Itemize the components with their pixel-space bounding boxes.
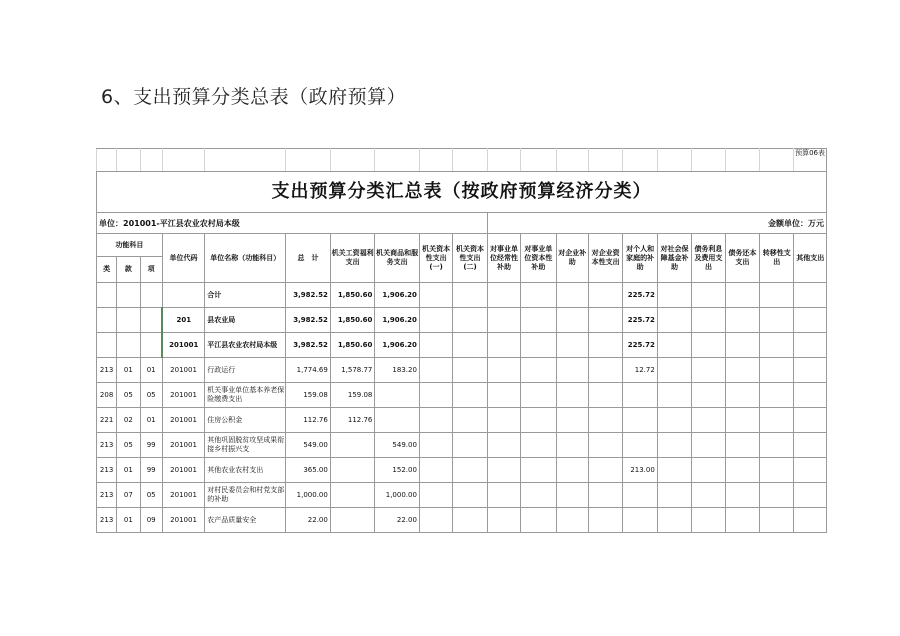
cell-c5 xyxy=(487,458,520,483)
header-c2: 机关商品和服务支出 xyxy=(375,234,420,283)
cell-c13 xyxy=(760,483,794,508)
header-func-subject: 功能科目 xyxy=(97,234,163,257)
cell-c9 xyxy=(623,483,657,508)
cell-c11 xyxy=(692,458,725,483)
cell-name: 平江县农业农村局本级 xyxy=(205,333,286,358)
cell-kuan: 01 xyxy=(117,458,140,483)
cell-kuan xyxy=(117,308,140,333)
table-row xyxy=(97,358,827,383)
cell-c7 xyxy=(556,383,588,408)
cell-c13 xyxy=(760,358,794,383)
cell-total: 1,774.69 xyxy=(286,358,331,383)
header-cat: 类 xyxy=(97,257,117,283)
cell-c10 xyxy=(657,408,691,433)
header-kuan: 款 xyxy=(117,257,140,283)
cell-total: 159.08 xyxy=(286,383,331,408)
cell-c1: 159.08 xyxy=(330,383,375,408)
cell-c2: 1,906.20 xyxy=(375,333,420,358)
cell-code: 201001 xyxy=(162,358,205,383)
cell-c12 xyxy=(725,383,759,408)
cell-code: 201001 xyxy=(162,483,205,508)
cell-c13 xyxy=(760,308,794,333)
cell-total: 1,000.00 xyxy=(286,483,331,508)
header-c6: 对事业单位资本性补助 xyxy=(521,234,556,283)
cell-c3 xyxy=(419,508,452,533)
cell-xiang: 01 xyxy=(140,358,162,383)
cell-total: 112.76 xyxy=(286,408,331,433)
page-number-label: 预算06表 xyxy=(794,149,827,172)
cell-c1 xyxy=(330,483,375,508)
header-c7: 对企业补助 xyxy=(556,234,588,283)
cell-c5 xyxy=(487,308,520,333)
cell-c3 xyxy=(419,383,452,408)
header-c4: 机关资本性支出(二) xyxy=(453,234,487,283)
cell-c10 xyxy=(657,508,691,533)
cell-c8 xyxy=(588,508,622,533)
cell-c9 xyxy=(623,433,657,458)
header-c8: 对企业资本性支出 xyxy=(588,234,622,283)
cell-c2 xyxy=(375,383,420,408)
cell-c9: 225.72 xyxy=(623,283,657,308)
cell-c2: 152.00 xyxy=(375,458,420,483)
cell-c2: 1,906.20 xyxy=(375,283,420,308)
cell-c3 xyxy=(419,333,452,358)
cell-code: 201001 xyxy=(162,408,205,433)
cell-c4 xyxy=(453,483,487,508)
cell-c12 xyxy=(725,308,759,333)
cell-c7 xyxy=(556,358,588,383)
header-c13: 转移性支出 xyxy=(760,234,794,283)
cell-kuan: 05 xyxy=(117,383,140,408)
cell-c11 xyxy=(692,333,725,358)
money-unit-label: 金额单位：万元 xyxy=(487,213,826,234)
cell-code: 201001 xyxy=(162,383,205,408)
cell-c13 xyxy=(760,408,794,433)
cell-c3 xyxy=(419,358,452,383)
cell-cat: 213 xyxy=(97,433,117,458)
table-row xyxy=(97,333,827,358)
cell-kuan xyxy=(117,283,140,308)
cell-c7 xyxy=(556,458,588,483)
cell-c7 xyxy=(556,433,588,458)
cell-c4 xyxy=(453,383,487,408)
cell-c9: 225.72 xyxy=(623,333,657,358)
cell-c6 xyxy=(521,408,556,433)
cell-c1: 1,578.77 xyxy=(330,358,375,383)
cell-c5 xyxy=(487,358,520,383)
cell-c9 xyxy=(623,383,657,408)
cell-c4 xyxy=(453,408,487,433)
cell-c5 xyxy=(487,433,520,458)
table-row xyxy=(97,458,827,483)
cell-name: 合计 xyxy=(205,283,286,308)
cell-c3 xyxy=(419,433,452,458)
cell-c6 xyxy=(521,358,556,383)
cell-c4 xyxy=(453,508,487,533)
cell-code xyxy=(162,283,205,308)
cell-c14 xyxy=(794,508,827,533)
cell-c8 xyxy=(588,483,622,508)
cell-total: 365.00 xyxy=(286,458,331,483)
cell-c12 xyxy=(725,508,759,533)
cell-c14 xyxy=(794,408,827,433)
cell-c9 xyxy=(623,508,657,533)
cell-c11 xyxy=(692,483,725,508)
cell-c6 xyxy=(521,483,556,508)
cell-c14 xyxy=(794,458,827,483)
cell-xiang xyxy=(140,283,162,308)
header-c10: 对社会保障基金补助 xyxy=(657,234,691,283)
header-c1: 机关工资福利支出 xyxy=(330,234,375,283)
table-row xyxy=(97,483,827,508)
cell-c6 xyxy=(521,333,556,358)
cell-xiang xyxy=(140,333,162,358)
table-row xyxy=(97,308,827,333)
cell-c11 xyxy=(692,383,725,408)
cell-c5 xyxy=(487,408,520,433)
cell-c9: 12.72 xyxy=(623,358,657,383)
cell-c1 xyxy=(330,458,375,483)
cell-c8 xyxy=(588,408,622,433)
cell-name: 住房公积金 xyxy=(205,408,286,433)
cell-c4 xyxy=(453,283,487,308)
header-c14: 其他支出 xyxy=(794,234,827,283)
cell-c2: 1,000.00 xyxy=(375,483,420,508)
cell-c2: 183.20 xyxy=(375,358,420,383)
cell-c13 xyxy=(760,383,794,408)
cell-name: 对村民委员会和村党支部的补助 xyxy=(205,483,286,508)
header-total: 总 计 xyxy=(286,234,331,283)
cell-xiang: 05 xyxy=(140,383,162,408)
cell-c8 xyxy=(588,283,622,308)
cell-c3 xyxy=(419,483,452,508)
cell-c1 xyxy=(330,508,375,533)
cell-c5 xyxy=(487,383,520,408)
cell-xiang: 09 xyxy=(140,508,162,533)
cell-c2: 549.00 xyxy=(375,433,420,458)
cell-c6 xyxy=(521,508,556,533)
cell-c8 xyxy=(588,458,622,483)
cell-cat: 213 xyxy=(97,508,117,533)
cell-c1: 1,850.60 xyxy=(330,283,375,308)
cell-c8 xyxy=(588,333,622,358)
cell-cat xyxy=(97,333,117,358)
header-c12: 债务还本支出 xyxy=(725,234,759,283)
header-c9: 对个人和家庭的补助 xyxy=(623,234,657,283)
table-row xyxy=(97,408,827,433)
cell-name: 其他农业农村支出 xyxy=(205,458,286,483)
cell-code: 201001 xyxy=(162,508,205,533)
cell-c11 xyxy=(692,308,725,333)
table-row xyxy=(97,508,827,533)
cell-c6 xyxy=(521,308,556,333)
table-body xyxy=(97,283,827,533)
cell-c11 xyxy=(692,358,725,383)
cell-c10 xyxy=(657,333,691,358)
cell-xiang: 05 xyxy=(140,483,162,508)
cell-total: 3,982.52 xyxy=(286,333,331,358)
cell-c7 xyxy=(556,508,588,533)
cell-xiang: 99 xyxy=(140,458,162,483)
cell-c6 xyxy=(521,283,556,308)
cell-kuan: 05 xyxy=(117,433,140,458)
cell-c1 xyxy=(330,433,375,458)
header-unit-name: 单位名称（功能科目） xyxy=(205,234,286,283)
cell-c8 xyxy=(588,383,622,408)
cell-total: 3,982.52 xyxy=(286,308,331,333)
table-row xyxy=(97,283,827,308)
header-c5: 对事业单位经常性补助 xyxy=(487,234,520,283)
header-c3: 机关资本性支出(一) xyxy=(419,234,452,283)
cell-cat: 213 xyxy=(97,358,117,383)
cell-name: 机关事业单位基本养老保险缴费支出 xyxy=(205,383,286,408)
cell-c14 xyxy=(794,308,827,333)
cell-c13 xyxy=(760,508,794,533)
cell-name: 其他巩固脱贫攻坚成果衔接乡村振兴支 xyxy=(205,433,286,458)
cell-c6 xyxy=(521,383,556,408)
cell-c4 xyxy=(453,308,487,333)
cell-c7 xyxy=(556,283,588,308)
cell-c1: 1,850.60 xyxy=(330,308,375,333)
cell-c4 xyxy=(453,458,487,483)
table-row xyxy=(97,383,827,408)
cell-c10 xyxy=(657,483,691,508)
cell-c13 xyxy=(760,283,794,308)
cell-c12 xyxy=(725,358,759,383)
header-unit-code: 单位代码 xyxy=(162,234,205,283)
header-c11: 债务利息及费用支出 xyxy=(692,234,725,283)
page-heading: 6、支出预算分类总表（政府预算） xyxy=(101,86,407,108)
cell-c4 xyxy=(453,433,487,458)
sheet-title: 支出预算分类汇总表（按政府预算经济分类） xyxy=(97,172,827,213)
cell-c10 xyxy=(657,283,691,308)
cell-xiang: 01 xyxy=(140,408,162,433)
cell-xiang: 99 xyxy=(140,433,162,458)
cell-c10 xyxy=(657,383,691,408)
cell-c1: 112.76 xyxy=(330,408,375,433)
cell-c7 xyxy=(556,483,588,508)
cell-c5 xyxy=(487,483,520,508)
cell-c7 xyxy=(556,333,588,358)
cell-cat: 213 xyxy=(97,458,117,483)
cell-c8 xyxy=(588,358,622,383)
cell-c8 xyxy=(588,433,622,458)
cell-c8 xyxy=(588,308,622,333)
cell-c6 xyxy=(521,433,556,458)
cell-c13 xyxy=(760,458,794,483)
cell-c4 xyxy=(453,333,487,358)
cell-c9: 213.00 xyxy=(623,458,657,483)
cell-c11 xyxy=(692,283,725,308)
cell-c2: 1,906.20 xyxy=(375,308,420,333)
cell-c3 xyxy=(419,458,452,483)
cell-cat xyxy=(97,308,117,333)
cell-c3 xyxy=(419,308,452,333)
cell-c6 xyxy=(521,458,556,483)
cell-cat: 213 xyxy=(97,483,117,508)
cell-c14 xyxy=(794,383,827,408)
cell-name: 行政运行 xyxy=(205,358,286,383)
cell-c1: 1,850.60 xyxy=(330,333,375,358)
cell-c10 xyxy=(657,433,691,458)
cell-c12 xyxy=(725,283,759,308)
cell-c12 xyxy=(725,333,759,358)
cell-c7 xyxy=(556,308,588,333)
budget-sheet xyxy=(96,148,827,550)
cell-code: 201001 xyxy=(162,458,205,483)
cell-c9 xyxy=(623,408,657,433)
cell-total: 549.00 xyxy=(286,433,331,458)
cell-name: 农产品质量安全 xyxy=(205,508,286,533)
cell-total: 3,982.52 xyxy=(286,283,331,308)
cell-code: 201001 xyxy=(162,333,205,358)
cell-kuan: 01 xyxy=(117,358,140,383)
cell-cat xyxy=(97,283,117,308)
cell-c12 xyxy=(725,458,759,483)
cell-cat: 208 xyxy=(97,383,117,408)
unit-label: 单位：201001-平江县农业农村局本级 xyxy=(97,213,488,234)
cell-xiang xyxy=(140,308,162,333)
cell-code: 201001 xyxy=(162,433,205,458)
cell-c13 xyxy=(760,333,794,358)
cell-c4 xyxy=(453,358,487,383)
cell-c10 xyxy=(657,458,691,483)
cell-c14 xyxy=(794,333,827,358)
cell-c2: 22.00 xyxy=(375,508,420,533)
table-row xyxy=(97,433,827,458)
cell-c5 xyxy=(487,333,520,358)
cell-c11 xyxy=(692,433,725,458)
cell-kuan: 07 xyxy=(117,483,140,508)
cell-total: 22.00 xyxy=(286,508,331,533)
cell-c5 xyxy=(487,508,520,533)
cell-kuan xyxy=(117,333,140,358)
budget-table xyxy=(96,148,827,533)
cell-c7 xyxy=(556,408,588,433)
header-xiang: 项 xyxy=(140,257,162,283)
cell-c5 xyxy=(487,283,520,308)
cell-c14 xyxy=(794,483,827,508)
cell-kuan: 02 xyxy=(117,408,140,433)
cell-c11 xyxy=(692,508,725,533)
cell-c2 xyxy=(375,408,420,433)
cell-c12 xyxy=(725,483,759,508)
cell-c11 xyxy=(692,408,725,433)
cell-c10 xyxy=(657,358,691,383)
cell-cat: 221 xyxy=(97,408,117,433)
cell-c12 xyxy=(725,433,759,458)
cell-c9: 225.72 xyxy=(623,308,657,333)
cell-code: 201 xyxy=(162,308,205,333)
cell-c12 xyxy=(725,408,759,433)
cell-c14 xyxy=(794,433,827,458)
cell-c3 xyxy=(419,283,452,308)
cell-c14 xyxy=(794,283,827,308)
cell-c13 xyxy=(760,433,794,458)
cell-kuan: 01 xyxy=(117,508,140,533)
cell-c14 xyxy=(794,358,827,383)
cell-name: 县农业局 xyxy=(205,308,286,333)
cell-c10 xyxy=(657,308,691,333)
cell-c3 xyxy=(419,408,452,433)
